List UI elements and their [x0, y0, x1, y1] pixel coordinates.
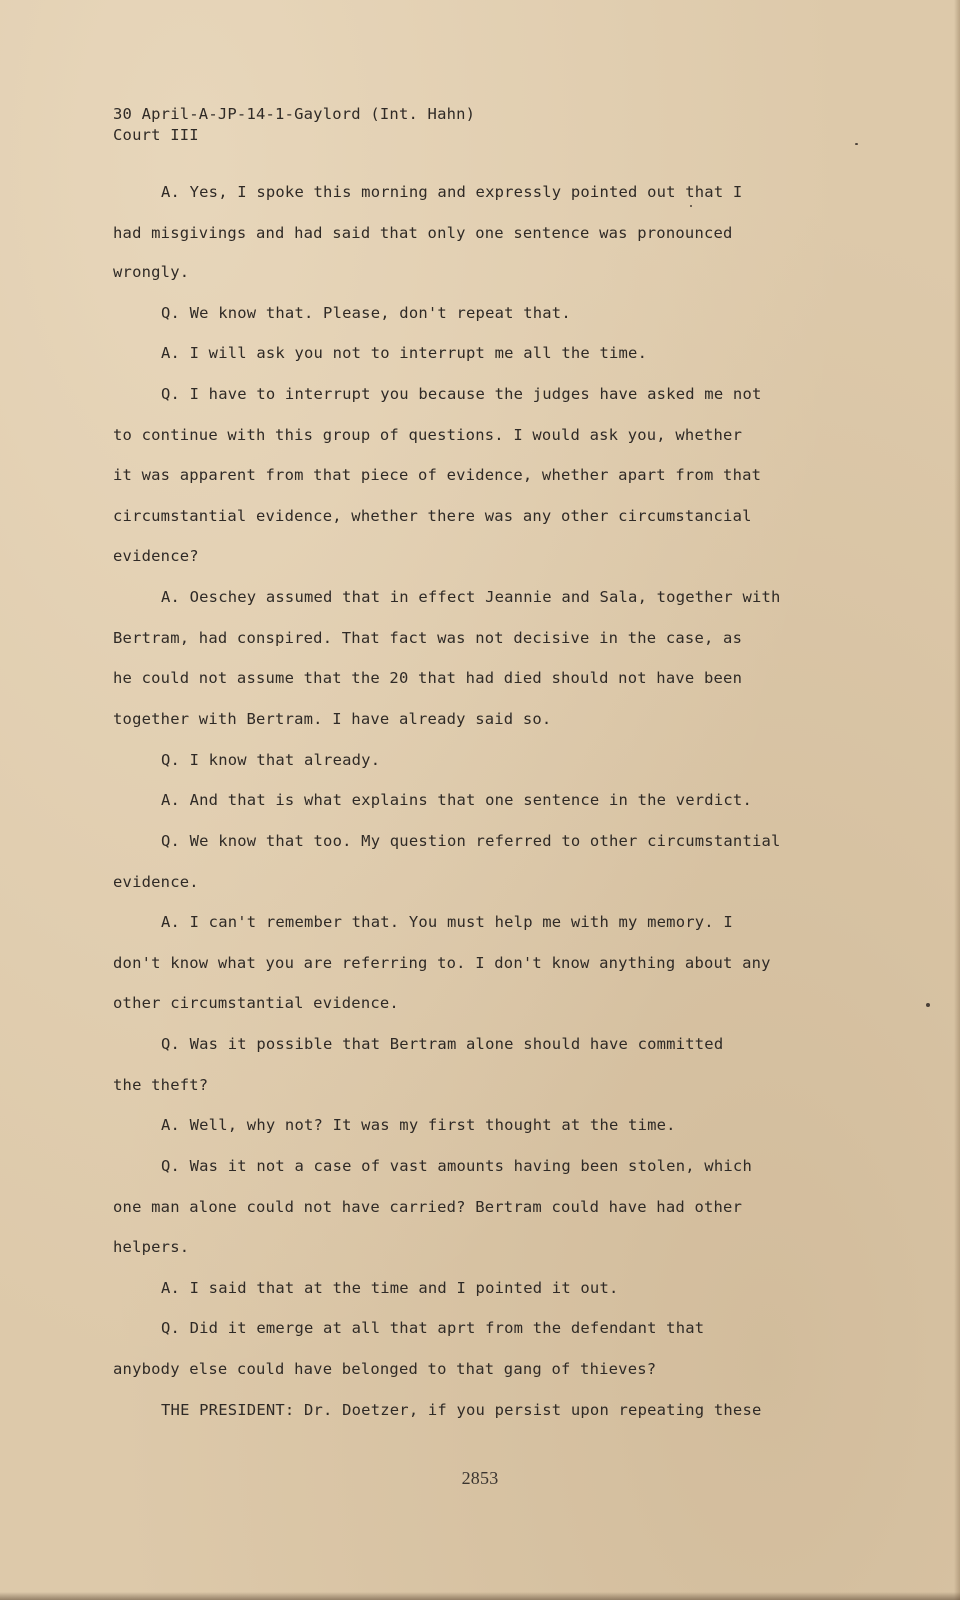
page-edge-shadow	[954, 0, 960, 1600]
transcript-line: it was apparent from that piece of evidence, whether apart from that	[113, 466, 762, 484]
page-edge-shadow	[0, 1592, 960, 1600]
transcript-line: had misgivings and had said that only one sentence was pronounced	[113, 224, 733, 242]
transcript-line: A. I said that at the time and I pointed it out.	[161, 1279, 619, 1297]
page-header	[113, 104, 475, 146]
transcript-line: Q. We know that too. My question referred to other circumstantial	[161, 832, 781, 850]
transcript-line: he could not assume that the 20 that had died should not have been	[113, 669, 743, 687]
transcript-line: A. I can't remember that. You must help me with my memory. I	[161, 913, 733, 931]
transcript-line: other circumstantial evidence.	[113, 994, 399, 1012]
transcript-line: one man alone could not have carried? Bertram could have had other	[113, 1198, 743, 1216]
transcript-line: Q. Was it not a case of vast amounts having been stolen, which	[161, 1157, 752, 1175]
header-court: Court III	[113, 126, 199, 144]
transcript-line: THE PRESIDENT: Dr. Doetzer, if you persist upon repeating these	[161, 1401, 762, 1419]
transcript-line: to continue with this group of questions. I would ask you, whether	[113, 426, 743, 444]
paper-speck	[855, 143, 858, 145]
transcript-line: evidence.	[113, 873, 199, 891]
transcript-line: A. And that is what explains that one sentence in the verdict.	[161, 791, 752, 809]
transcript-line: Q. I know that already.	[161, 751, 381, 769]
transcript-line: Q. I have to interrupt you because the judges have asked me not	[161, 385, 762, 403]
transcript-line: A. Oeschey assumed that in effect Jeannie and Sala, together with	[161, 588, 781, 606]
transcript-line: anybody else could have belonged to that gang of thieves?	[113, 1360, 657, 1378]
transcript-line: A. Yes, I spoke this morning and expressly pointed out that I	[161, 183, 743, 201]
transcript-line: together with Bertram. I have already said so.	[113, 710, 552, 728]
page-number: 2853	[461, 1468, 499, 1488]
transcript-line: A. Well, why not? It was my first thought at the time.	[161, 1116, 676, 1134]
paper-speck	[926, 1003, 930, 1007]
transcript-line: the theft?	[113, 1076, 209, 1094]
transcript-line: Q. Was it possible that Bertram alone should have committed	[161, 1035, 724, 1053]
transcript-line: wrongly.	[113, 263, 190, 281]
transcript-line: Q. Did it emerge at all that aprt from the defendant that	[161, 1319, 705, 1337]
transcript-line: don't know what you are referring to. I don't know anything about any	[113, 954, 771, 972]
header-case-reference: 30 April-A-JP-14-1-Gaylord (Int. Hahn)	[113, 105, 476, 123]
transcript-line: Q. We know that. Please, don't repeat that.	[161, 304, 571, 322]
transcript-line: helpers.	[113, 1238, 190, 1256]
transcript-line: Bertram, had conspired. That fact was not decisive in the case, as	[113, 629, 743, 647]
paper-speck	[690, 205, 692, 207]
transcript-line: evidence?	[113, 547, 199, 565]
transcript-line: circumstantial evidence, whether there was any other circumstancial	[113, 507, 752, 525]
transcript-line: A. I will ask you not to interrupt me all the time.	[161, 344, 648, 362]
